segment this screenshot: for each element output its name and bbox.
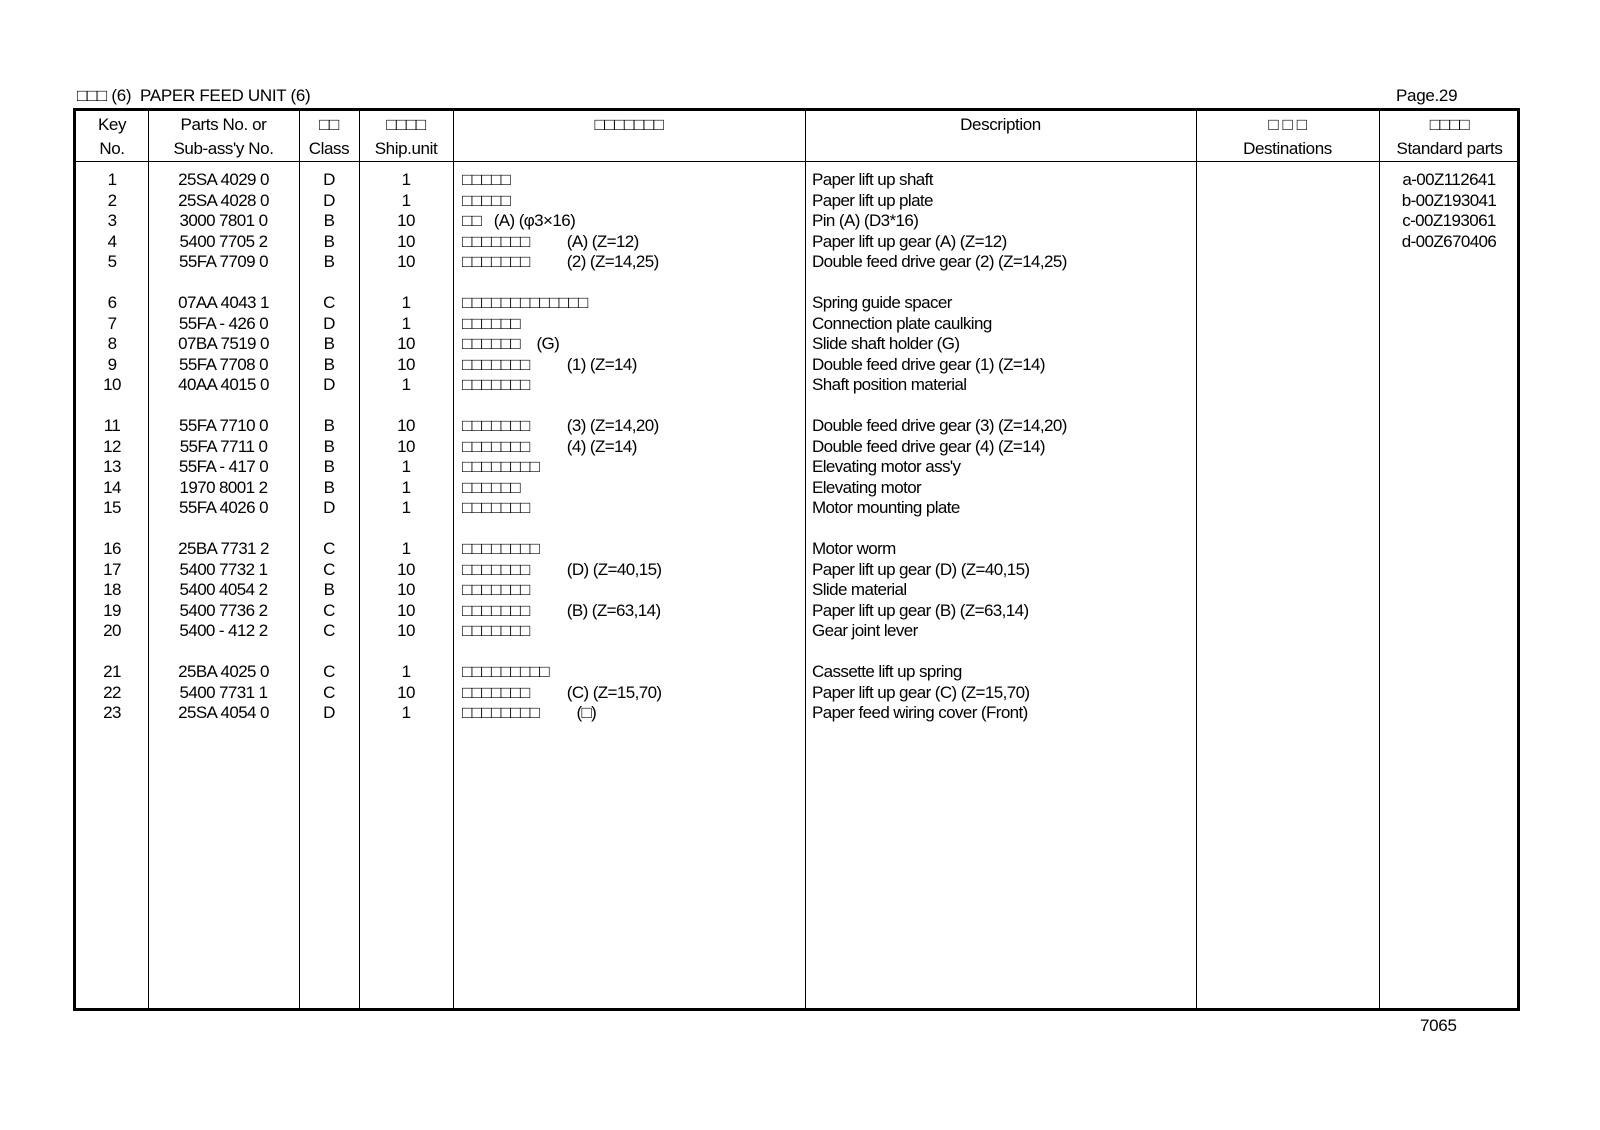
key-number: 1 <box>107 170 117 189</box>
table-row <box>76 682 1517 703</box>
part-number: 25SA 4029 0 <box>178 170 269 189</box>
table-row <box>76 251 1517 272</box>
table-row <box>76 477 1517 498</box>
key-number: 6 <box>107 293 117 312</box>
japanese-name: □□□□□□□□ (□) <box>462 703 597 723</box>
part-number: 5400 - 412 2 <box>179 621 268 641</box>
page-title: □□□ (6) PAPER FEED UNIT (6) <box>77 86 311 105</box>
ship-unit: 10 <box>397 621 415 641</box>
table-row <box>76 436 1517 457</box>
key-number: 2 <box>107 190 117 210</box>
class-code: B <box>323 457 335 477</box>
class-code: B <box>323 580 335 600</box>
key-number: 14 <box>103 477 121 497</box>
key-number: 9 <box>107 354 117 374</box>
ship-unit: 1 <box>401 539 411 558</box>
part-number: 55FA 7711 0 <box>179 436 268 456</box>
header-key: Key No. <box>97 115 127 158</box>
part-number: 55FA 7710 0 <box>179 416 268 435</box>
description: Slide material <box>812 580 907 600</box>
key-number: 15 <box>103 498 121 518</box>
japanese-name: □□□□□□□ (C) (Z=15,70) <box>462 682 662 702</box>
japanese-name: □□□□□□ <box>462 313 521 333</box>
table-row <box>76 538 1517 559</box>
part-number: 25SA 4054 0 <box>178 703 269 723</box>
japanese-name: □□□□□□□ <box>462 580 530 600</box>
class-code: D <box>323 498 335 518</box>
ship-unit: 1 <box>401 703 411 723</box>
ship-unit: 1 <box>401 662 411 681</box>
page-number: Page.29 <box>1396 86 1458 105</box>
table-row <box>76 169 1517 190</box>
header-part-number: Parts No. or Sub-ass'y No. <box>173 115 274 158</box>
part-number: 07BA 7519 0 <box>178 334 269 354</box>
japanese-name: □□□□□□□□ <box>462 457 540 477</box>
table-row <box>76 354 1517 375</box>
header-ship-unit: □□□□ Ship.unit <box>374 115 438 158</box>
class-code: D <box>323 190 335 210</box>
key-number: 4 <box>107 231 117 251</box>
key-number: 5 <box>107 252 117 272</box>
table-row <box>76 579 1517 600</box>
part-number: 5400 7736 2 <box>179 600 268 620</box>
description: Paper lift up gear (D) (Z=40,15) <box>812 559 1030 579</box>
part-number: 40AA 4015 0 <box>178 375 269 395</box>
key-number: 12 <box>103 436 121 456</box>
table-row <box>76 456 1517 477</box>
key-number: 7 <box>107 313 117 333</box>
table-row <box>76 415 1517 436</box>
table-row <box>76 231 1517 252</box>
table-row <box>76 559 1517 580</box>
key-number: 22 <box>103 682 121 702</box>
description: Elevating motor ass'y <box>812 457 961 477</box>
ship-unit: 1 <box>401 498 411 518</box>
description: Elevating motor <box>812 477 922 497</box>
class-code: C <box>323 662 335 681</box>
class-code: C <box>323 621 335 641</box>
japanese-name: □□□□□□□ (1) (Z=14) <box>462 354 637 374</box>
table-row <box>76 210 1517 231</box>
japanese-name: □□□□□□□ (B) (Z=63,14) <box>462 600 661 620</box>
class-code: B <box>323 252 335 272</box>
class-code: C <box>323 539 335 558</box>
japanese-name: □□□□□ <box>462 190 511 210</box>
standard-part: a-00Z112641 <box>1402 170 1496 189</box>
japanese-name: □□□□□□□□□□□□□ <box>462 293 588 312</box>
japanese-name: □□□□□ <box>462 170 511 189</box>
japanese-name: □□□□□□□ (4) (Z=14) <box>462 436 637 456</box>
description: Motor mounting plate <box>812 498 960 518</box>
japanese-name: □□□□□□□ (D) (Z=40,15) <box>462 559 662 579</box>
key-number: 23 <box>103 703 121 723</box>
part-number: 5400 7732 1 <box>179 559 268 579</box>
ship-unit: 1 <box>401 293 411 312</box>
class-code: B <box>323 231 335 251</box>
ship-unit: 10 <box>397 580 415 600</box>
standard-part: b-00Z193041 <box>1401 190 1497 210</box>
part-number: 25SA 4028 0 <box>178 190 269 210</box>
table-row <box>76 190 1517 211</box>
ship-unit: 1 <box>401 375 411 395</box>
ship-unit: 10 <box>397 559 415 579</box>
description: Connection plate caulking <box>812 313 992 333</box>
table-row <box>76 620 1517 641</box>
header-japanese-name: □□□□□□□ <box>594 115 664 134</box>
description: Cassette lift up spring <box>812 662 962 681</box>
part-number: 55FA 7709 0 <box>179 252 268 272</box>
part-number: 07AA 4043 1 <box>178 293 269 312</box>
header-destinations: □ □ □ Destinations <box>1243 115 1332 158</box>
class-code: D <box>323 313 335 333</box>
description: Motor worm <box>812 539 896 558</box>
class-code: B <box>323 354 335 374</box>
class-code: D <box>323 703 335 723</box>
part-number: 55FA - 426 0 <box>178 313 269 333</box>
class-code: B <box>323 436 335 456</box>
table-row <box>76 702 1517 723</box>
header-divider <box>76 161 1517 162</box>
description: Paper lift up shaft <box>812 170 933 189</box>
table-row <box>76 600 1517 621</box>
standard-part: d-00Z670406 <box>1401 231 1497 251</box>
japanese-name: □□□□□□ <box>462 477 521 497</box>
part-number: 3000 7801 0 <box>179 211 268 231</box>
description: Shaft position material <box>812 375 967 395</box>
header-description: Description <box>960 115 1041 134</box>
japanese-name: □□□□□□□ <box>462 498 530 518</box>
part-number: 1970 8001 2 <box>179 477 268 497</box>
description: Double feed drive gear (1) (Z=14) <box>812 354 1045 374</box>
part-number: 55FA - 417 0 <box>178 457 269 477</box>
table-row <box>76 374 1517 395</box>
ship-unit: 10 <box>397 354 415 374</box>
ship-unit: 10 <box>397 252 415 272</box>
description: Double feed drive gear (2) (Z=14,25) <box>812 252 1067 272</box>
japanese-name: □□□□□□□ <box>462 375 530 395</box>
class-code: C <box>323 293 335 312</box>
part-number: 5400 4054 2 <box>179 580 268 600</box>
part-number: 5400 7705 2 <box>179 231 268 251</box>
description: Paper feed wiring cover (Front) <box>812 703 1028 723</box>
ship-unit: 10 <box>397 211 415 231</box>
class-code: D <box>323 170 335 189</box>
part-number: 25BA 4025 0 <box>178 662 269 681</box>
ship-unit: 10 <box>397 231 415 251</box>
part-number: 55FA 4026 0 <box>179 498 268 518</box>
description: Pin (A) (D3*16) <box>812 211 919 231</box>
description: Paper lift up gear (A) (Z=12) <box>812 231 1007 251</box>
ship-unit: 10 <box>397 682 415 702</box>
description: Gear joint lever <box>812 621 918 641</box>
key-number: 3 <box>107 211 117 231</box>
table-row <box>76 292 1517 313</box>
header-standard-parts: □□□□ Standard parts <box>1396 115 1503 158</box>
ship-unit: 1 <box>401 170 411 189</box>
key-number: 20 <box>103 621 121 641</box>
ship-unit: 1 <box>401 190 411 210</box>
key-number: 13 <box>103 457 121 477</box>
part-number: 25BA 7731 2 <box>178 539 269 558</box>
class-code: C <box>323 559 335 579</box>
ship-unit: 10 <box>397 334 415 354</box>
table-row <box>76 497 1517 518</box>
key-number: 8 <box>107 334 117 354</box>
description: Double feed drive gear (4) (Z=14) <box>812 436 1045 456</box>
japanese-name: □□□□□□□ (2) (Z=14,25) <box>462 252 659 272</box>
japanese-name: □□□□□□□□ <box>462 539 540 558</box>
class-code: B <box>323 416 335 435</box>
parts-table <box>73 108 1520 1011</box>
table-row <box>76 333 1517 354</box>
class-code: B <box>323 477 335 497</box>
key-number: 19 <box>103 600 121 620</box>
part-number: 55FA 7708 0 <box>179 354 268 374</box>
class-code: B <box>323 211 335 231</box>
japanese-name: □□□□□□□□□ <box>462 662 550 681</box>
description: Slide shaft holder (G) <box>812 334 960 354</box>
japanese-name: □□ (A) (φ3×16) <box>462 211 576 231</box>
ship-unit: 1 <box>401 313 411 333</box>
key-number: 21 <box>103 662 121 681</box>
ship-unit: 1 <box>401 477 411 497</box>
part-number: 5400 7731 1 <box>179 682 268 702</box>
class-code: B <box>323 334 335 354</box>
ship-unit: 10 <box>397 600 415 620</box>
table-row <box>76 313 1517 334</box>
description: Paper lift up gear (B) (Z=63,14) <box>812 600 1029 620</box>
ship-unit: 10 <box>397 416 415 435</box>
key-number: 16 <box>103 539 121 558</box>
class-code: C <box>323 682 335 702</box>
header-class: □□ Class <box>308 115 350 158</box>
description: Paper lift up plate <box>812 190 933 210</box>
description: Double feed drive gear (3) (Z=14,20) <box>812 416 1067 435</box>
description: Spring guide spacer <box>812 293 952 312</box>
class-code: C <box>323 600 335 620</box>
japanese-name: □□□□□□□ (3) (Z=14,20) <box>462 416 659 435</box>
japanese-name: □□□□□□□ (A) (Z=12) <box>462 231 639 251</box>
key-number: 10 <box>103 375 121 395</box>
key-number: 17 <box>103 559 121 579</box>
ship-unit: 10 <box>397 436 415 456</box>
key-number: 18 <box>103 580 121 600</box>
class-code: D <box>323 375 335 395</box>
japanese-name: □□□□□□ (G) <box>462 334 560 354</box>
standard-part: c-00Z193061 <box>1402 211 1496 231</box>
document-code: 7065 <box>1420 1016 1457 1035</box>
ship-unit: 1 <box>401 457 411 477</box>
table-row <box>76 661 1517 682</box>
japanese-name: □□□□□□□ <box>462 621 530 641</box>
key-number: 11 <box>103 416 121 435</box>
description: Paper lift up gear (C) (Z=15,70) <box>812 682 1030 702</box>
